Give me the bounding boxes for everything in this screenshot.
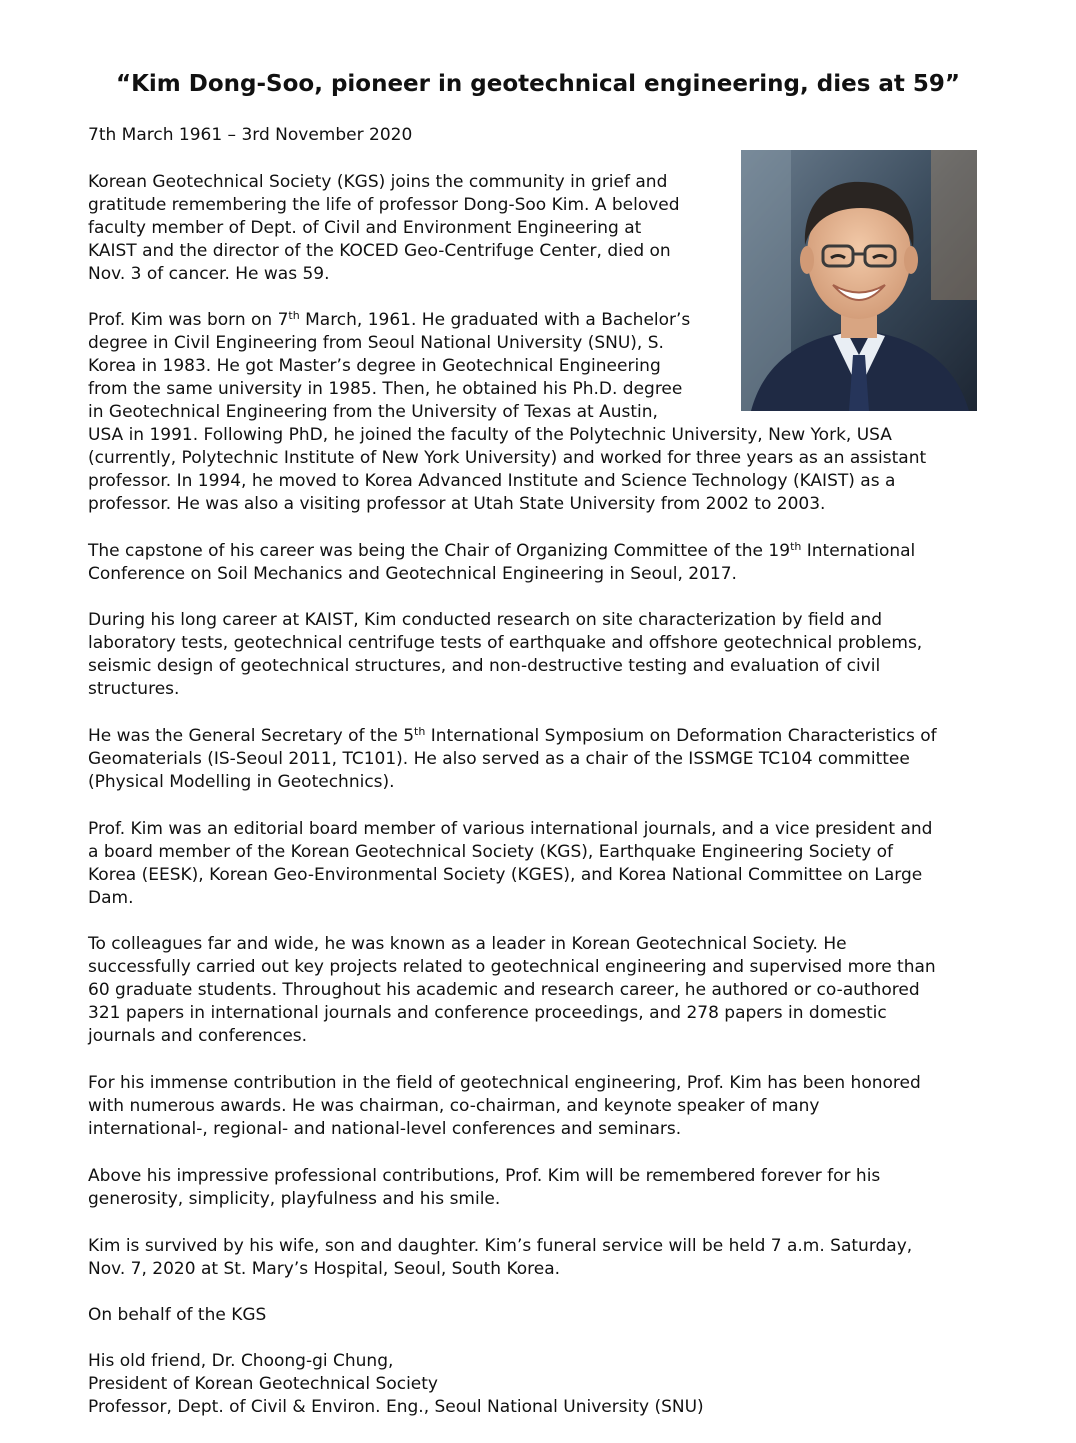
page-title: “Kim Dong-Soo, pioneer in geotechnical engineering, dies at 59” xyxy=(115,71,961,97)
symposium-paragraph xyxy=(88,725,988,794)
editorial-paragraph xyxy=(88,818,988,910)
text-line: Dam. xyxy=(88,888,134,908)
text-line: During his long career at KAIST, Kim conducted research on site characterization by field and xyxy=(88,610,883,630)
remembrance-paragraph xyxy=(88,1165,988,1211)
text-line: To colleagues far and wide, he was known as a leader in Korean Geotechnical Society. He xyxy=(88,934,847,954)
text-segment: He was the General Secretary of the 5 xyxy=(88,726,415,746)
text-line: Nov. 7, 2020 at St. Mary’s Hospital, Seoul, South Korea. xyxy=(88,1259,561,1279)
on-behalf-line: On behalf of the KGS xyxy=(88,1305,267,1325)
text-line: in Geotechnical Engineering from the University of Texas at Austin, xyxy=(88,402,658,422)
text-line: (Physical Modelling in Geotechnics). xyxy=(88,772,395,792)
text-segment: The capstone of his career was being the Chair of Organizing Committee of the 19 xyxy=(88,541,791,561)
signature-line: President of Korean Geotechnical Society xyxy=(88,1374,438,1394)
text-line: (currently, Polytechnic Institute of New York University) and worked for three years as an assistant xyxy=(88,448,927,468)
text-line: structures. xyxy=(88,679,180,699)
text-line: gratitude remembering the life of professor Dong-Soo Kim. A beloved xyxy=(88,195,680,215)
text-line: from the same university in 1985. Then, he obtained his Ph.D. degree xyxy=(88,379,683,399)
text-segment: Prof. Kim was born on 7 xyxy=(88,310,289,330)
text-line: Kim is survived by his wife, son and daughter. Kim’s funeral service will be held 7 a.m. Saturday, xyxy=(88,1236,913,1256)
text-line: with numerous awards. He was chairman, co-chairman, and keynote speaker of many xyxy=(88,1096,820,1116)
text-segment: March, 1961. He graduated with a Bachelor’s xyxy=(299,310,691,330)
text-line: 60 graduate students. Throughout his academic and research career, he authored or co-authored xyxy=(88,980,920,1000)
text-line xyxy=(88,725,988,748)
text-line: a board member of the Korean Geotechnical Society (KGS), Earthquake Engineering Society of xyxy=(88,842,894,862)
capstone-paragraph xyxy=(88,540,988,586)
signature-line: Professor, Dept. of Civil & Environ. Eng., Seoul National University (SNU) xyxy=(88,1397,704,1417)
text-line: Korea (EESK), Korean Geo-Environmental Society (KGES), and Korea National Committee on Large xyxy=(88,865,923,885)
life-dates: 7th March 1961 – 3rd November 2020 xyxy=(88,125,413,145)
text-line xyxy=(88,540,988,563)
text-line: 321 papers in international journals and conference proceedings, and 278 papers in domestic xyxy=(88,1003,887,1023)
signature-line: His old friend, Dr. Choong-gi Chung, xyxy=(88,1351,394,1371)
text-segment: International Symposium on Deformation Characteristics of xyxy=(425,726,937,746)
text-line: laboratory tests, geotechnical centrifuge tests of earthquake and offshore geotechnical problems, xyxy=(88,633,923,653)
research-paragraph xyxy=(88,609,988,701)
biography-paragraph xyxy=(88,309,988,516)
text-line: generosity, simplicity, playfulness and his smile. xyxy=(88,1189,501,1209)
text-line: Geomaterials (IS-Seoul 2011, TC101). He also served as a chair of the ISSMGE TC104 committee xyxy=(88,749,910,769)
ordinal-suffix: th xyxy=(414,725,426,738)
text-line: successfully carried out key projects related to geotechnical engineering and supervised more than xyxy=(88,957,936,977)
intro-paragraph xyxy=(88,171,988,286)
text-line xyxy=(88,309,988,332)
ordinal-suffix: th xyxy=(790,540,802,553)
text-line: Above his impressive professional contributions, Prof. Kim will be remembered forever for his xyxy=(88,1166,881,1186)
text-line: international-, regional- and national-level conferences and seminars. xyxy=(88,1119,682,1139)
text-line: Korean Geotechnical Society (KGS) joins the community in grief and xyxy=(88,172,668,192)
text-line: faculty member of Dept. of Civil and Environment Engineering at xyxy=(88,218,642,238)
text-line: professor. He was also a visiting professor at Utah State University from 2002 to 2003. xyxy=(88,494,826,514)
text-line: Nov. 3 of cancer. He was 59. xyxy=(88,264,330,284)
text-line: For his immense contribution in the field of geotechnical engineering, Prof. Kim has been honored xyxy=(88,1073,921,1093)
funeral-paragraph xyxy=(88,1235,988,1281)
text-line: Korea in 1983. He got Master’s degree in Geotechnical Engineering xyxy=(88,356,661,376)
ordinal-suffix: th xyxy=(288,309,300,322)
text-line: KAIST and the director of the KOCED Geo-Centrifuge Center, died on xyxy=(88,241,671,261)
text-segment: International xyxy=(801,541,916,561)
colleagues-paragraph xyxy=(88,933,988,1048)
text-line: Prof. Kim was an editorial board member of various international journals, and a vice president and xyxy=(88,819,933,839)
text-line: USA in 1991. Following PhD, he joined the faculty of the Polytechnic University, New York, USA xyxy=(88,425,892,445)
awards-paragraph xyxy=(88,1072,988,1141)
text-line: professor. In 1994, he moved to Korea Advanced Institute and Science Technology (KAIST) as a xyxy=(88,471,896,491)
text-line: seismic design of geotechnical structures, and non-destructive testing and evaluation of civil xyxy=(88,656,881,676)
text-line: degree in Civil Engineering from Seoul National University (SNU), S. xyxy=(88,333,664,353)
signature-block xyxy=(88,1350,988,1419)
text-line: Conference on Soil Mechanics and Geotechnical Engineering in Seoul, 2017. xyxy=(88,564,737,584)
text-line: journals and conferences. xyxy=(88,1026,308,1046)
